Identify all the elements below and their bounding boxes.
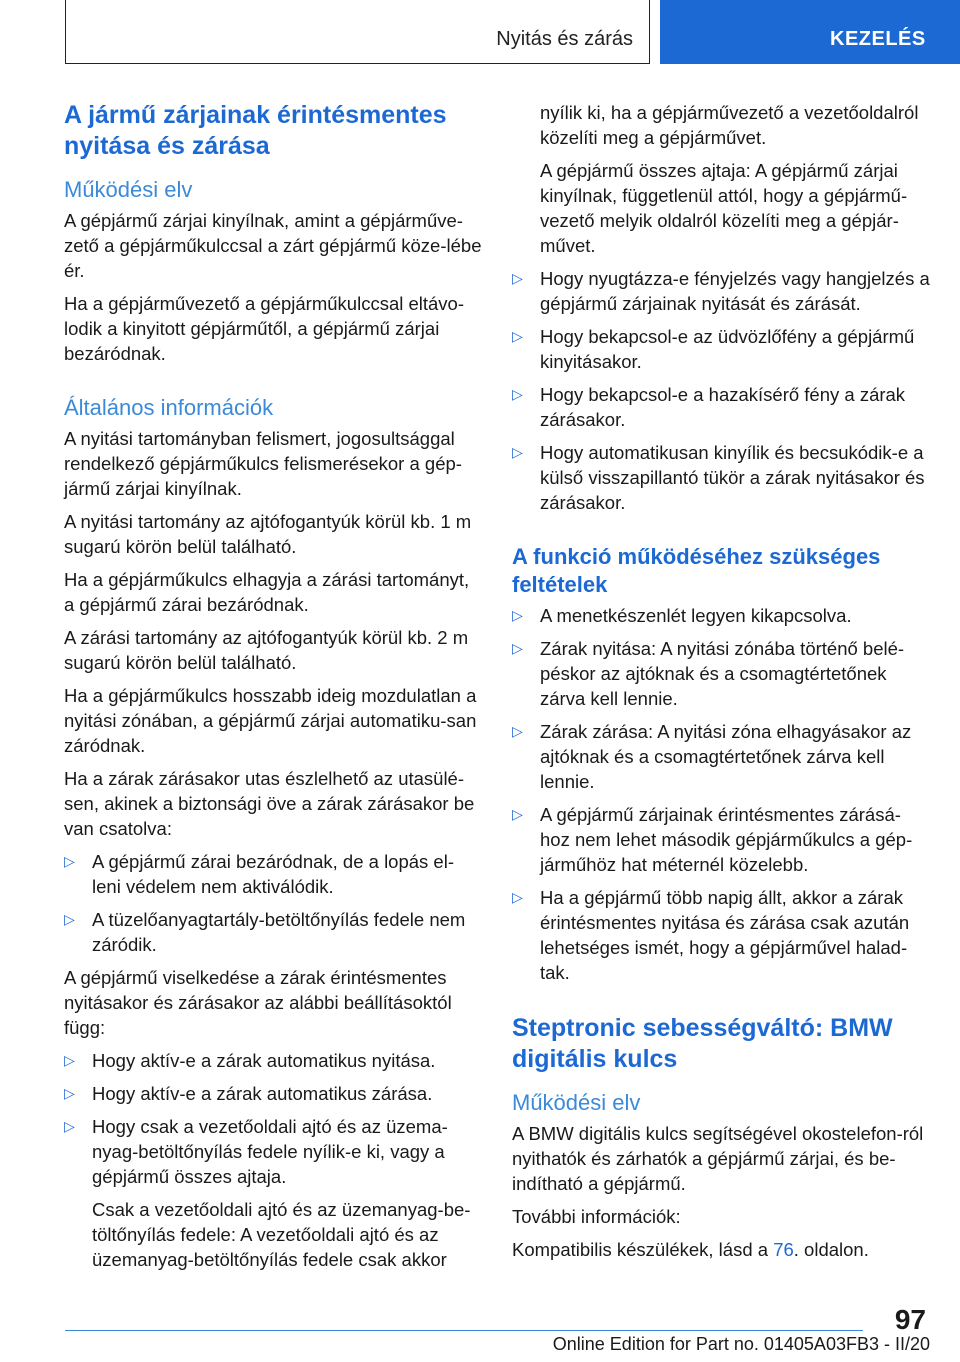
paragraph: A gépjármű zárjai kinyílnak, amint a gépjárműve‐zető a gépjárműkulccsal a zárt gépjármű köze‐lébe ér.	[64, 210, 482, 281]
page-reference-link[interactable]: 76	[773, 1239, 794, 1260]
paragraph: Ha a gépjárművezető a gépjárműkulccsal eltávo‐lodik a kinyitott gépjárműtől, a gépjármű zárjai bezáródnak.	[64, 293, 465, 364]
list-item: ▷ A menetkészenlét legyen kikapcsolva.	[512, 605, 852, 626]
list-item: ▷ A gépjármű zárai bezáródnak, de a lopás el‐leni védelem nem aktiválódik.	[64, 851, 454, 897]
list-item: ▷ Zárak nyitása: A nyitási zónába történő belé‐péskor az ajtóknak és a csomagtértetőnek zárva kell lennie.	[512, 638, 905, 709]
list-item: ▷ Hogy nyugtázza-e fényjelzés vagy hangjelzés a gépjármű zárjainak nyitását és zárását.	[512, 268, 930, 314]
triangle-bullet-icon: ▷	[512, 889, 523, 905]
right-column	[512, 100, 930, 1270]
triangle-bullet-icon: ▷	[512, 723, 523, 739]
triangle-bullet-icon: ▷	[64, 1052, 75, 1068]
paragraph: A nyitási tartomány az ajtófogantyúk körül kb. 1 m sugarú körön belül található.	[64, 511, 472, 557]
list-item: ▷ Hogy bekapcsol-e az üdvözlőfény a gépjármű kinyitásakor.	[512, 326, 915, 372]
triangle-bullet-icon: ▷	[512, 328, 523, 344]
triangle-bullet-icon: ▷	[64, 911, 75, 927]
list-item: ▷ Zárak zárása: A nyitási zóna elhagyásakor az ajtóknak és a csomagtértetőnek zárva kell lennie.	[512, 721, 912, 792]
paragraph: Ha a zárak zárásakor utas észlelhető az utasülé‐sen, akinek a biztonsági öve a zárak zárásakor be van csatolva:	[64, 768, 475, 839]
triangle-bullet-icon: ▷	[512, 640, 523, 656]
triangle-bullet-icon: ▷	[64, 1118, 75, 1134]
paragraph: Ha a gépjárműkulcs elhagyja a zárási tartományt, a gépjármű zárai bezáródnak.	[64, 569, 470, 615]
list-item: ▷ Hogy aktív-e a zárak automatikus zárása.	[64, 1083, 433, 1104]
subheading-requirements: A funkció működéséhez szükséges feltételek	[512, 544, 881, 597]
header-box	[65, 0, 650, 64]
list-item: ▷ Ha a gépjármű több napig állt, akkor a zárak érintésmentes nyitása és zárása csak azután lehetséges ismét, hogy a gépjárművel halad‐tak.	[512, 887, 910, 983]
footer-divider	[65, 1330, 863, 1331]
sub-paragraph: Csak a vezetőoldali ajtó és az üzemanyag-be‐töltőnyílás fedele: A vezetőoldali ajtó és az üzemanyag-betöltőnyílás fedele csak akkor	[92, 1199, 471, 1270]
header-section-title: Nyitás és zárás	[496, 28, 633, 50]
paragraph: A gépjármű viselkedése a zárak érintésmentes nyitásakor és zárásakor az alábbi beállításoktól függ:	[64, 967, 452, 1038]
subheading-principle: Működési elv	[64, 177, 193, 202]
list-item: ▷ Hogy bekapcsol-e a hazakísérő fény a zárak zárásakor.	[512, 384, 906, 430]
subheading-principle-2: Működési elv	[512, 1090, 641, 1115]
paragraph-cross-reference: Kompatibilis készülékek, lásd a 76. oldalon.	[512, 1239, 869, 1260]
paragraph: A zárási tartomány az ajtófogantyúk körül kb. 2 m sugarú körön belül található.	[64, 627, 469, 673]
sub-paragraph: A gépjármű összes ajtaja: A gépjármű zárjai kinyílnak, függetlenül attól, hogy a gépjármű‐vezető melyik oldalról közelíti meg a gépjár‐művet.	[540, 160, 908, 256]
subheading-general-info: Általános információk	[64, 395, 274, 420]
triangle-bullet-icon: ▷	[512, 806, 523, 822]
page-number: 97	[894, 1304, 926, 1335]
header-chapter-label: KEZELÉS	[830, 28, 926, 50]
triangle-bullet-icon: ▷	[64, 1085, 75, 1101]
list-item: ▷ Hogy automatikusan kinyílik és becsukódik-e a külső visszapillantó tükör a zárak nyitásakor és zárásakor.	[512, 442, 925, 513]
paragraph: A BMW digitális kulcs segítségével okostelefon‐ról nyithatók és zárhatók a gépjármű zárjai, és be‐indítható a gépjármű.	[512, 1123, 924, 1194]
header-chapter-tab	[660, 0, 960, 64]
triangle-bullet-icon: ▷	[64, 853, 75, 869]
triangle-bullet-icon: ▷	[512, 444, 523, 460]
paragraph: További információk:	[512, 1206, 681, 1227]
paragraph: Ha a gépjárműkulcs hosszabb ideig mozdulatlan a nyitási zónában, a gépjármű zárjai automatiku‐san záródnak.	[64, 685, 477, 756]
triangle-bullet-icon: ▷	[512, 607, 523, 623]
footer-edition: Online Edition for Part no. 01405A03FB3 - II/20	[552, 1334, 930, 1354]
left-column	[64, 100, 482, 1280]
section-title-2: Steptronic sebességváltó: BMW digitális kulcs	[512, 1014, 893, 1073]
list-item: ▷ Hogy csak a vezetőoldali ajtó és az üzema‐nyag-betöltőnyílás fedele nyílik-e ki, vagy a gépjármű összes ajtaja.	[64, 1116, 448, 1187]
triangle-bullet-icon: ▷	[512, 386, 523, 402]
section-title: A jármű zárjainak érintésmentes nyitása és zárása	[64, 101, 447, 160]
sub-paragraph: nyílik ki, ha a gépjárművezető a vezetőoldalról közelíti meg a gépjárművet.	[540, 102, 919, 148]
list-item: ▷ A tüzelőanyagtartály-betöltőnyílás fedele nem záródik.	[64, 909, 466, 955]
list-item: ▷ A gépjármű zárjainak érintésmentes zárásá‐hoz nem lehet második gépjárműkulcs a gép‐járműhöz hat méternél közelebb.	[512, 804, 913, 875]
paragraph: A nyitási tartományban felismert, jogosultsággal rendelkező gépjárműkulcs felismerésekor a gép‐jármű zárjai kinyílnak.	[64, 428, 462, 499]
triangle-bullet-icon: ▷	[512, 270, 523, 286]
list-item: ▷ Hogy aktív-e a zárak automatikus nyitása.	[64, 1050, 436, 1071]
